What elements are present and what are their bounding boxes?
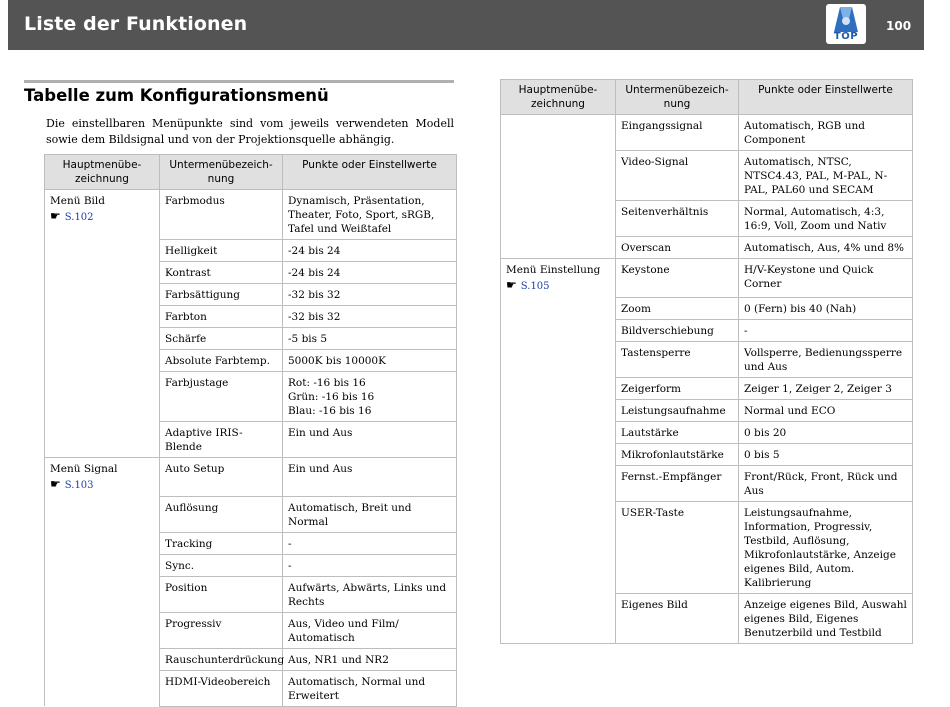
main-menu-cell	[501, 115, 616, 151]
table-row	[501, 259, 913, 298]
submenu-cell: Eingangssignal	[616, 115, 739, 151]
value-cell: Anzeige eigenes Bild, Auswahl eigenes Bild, Eigenes Benutzerbild und Testbild	[739, 593, 913, 643]
submenu-cell: Tracking	[160, 532, 283, 554]
table-row	[501, 421, 913, 443]
table-row	[501, 399, 913, 421]
value-cell: Dynamisch, Präsentation, Theater, Foto, Sport, sRGB, Tafel und Weißtafel	[283, 190, 457, 240]
main-menu-label: Menü Bild	[50, 195, 105, 207]
submenu-cell: Farbsättigung	[160, 284, 283, 306]
value-cell: Aus, Video und Film/ Automatisch	[283, 612, 457, 648]
main-menu-cell	[501, 501, 616, 593]
main-menu-cell	[501, 465, 616, 501]
page-number: 100	[886, 19, 912, 33]
table-row	[501, 201, 913, 237]
submenu-cell: Lautstärke	[616, 421, 739, 443]
table-row	[501, 593, 913, 643]
table-row	[45, 670, 457, 706]
main-menu-cell	[501, 421, 616, 443]
page-link[interactable]: S.102	[64, 212, 94, 223]
value-cell: 0 bis 5	[739, 443, 913, 465]
submenu-cell: Eigenes Bild	[616, 593, 739, 643]
submenu-cell: Bildverschiebung	[616, 319, 739, 341]
main-menu-cell	[45, 458, 160, 497]
value-cell: Automatisch, Aus, 4% und 8%	[739, 237, 913, 259]
submenu-cell: Farbton	[160, 306, 283, 328]
main-menu-cell	[45, 422, 160, 458]
value-cell: 0 (Fern) bis 40 (Nah)	[739, 297, 913, 319]
value-cell: -24 bis 24	[283, 262, 457, 284]
main-menu-cell	[501, 341, 616, 377]
table-row	[45, 262, 457, 284]
main-menu-cell	[45, 190, 160, 240]
table-row	[45, 458, 457, 497]
submenu-cell: HDMI-Videobereich	[160, 670, 283, 706]
main-menu-cell	[45, 306, 160, 328]
table-row	[501, 377, 913, 399]
value-cell: Ein und Aus	[283, 422, 457, 458]
table-header-row	[45, 155, 457, 190]
main-menu-cell	[45, 328, 160, 350]
main-menu-cell	[501, 297, 616, 319]
pointing-hand-icon: ☛	[50, 209, 61, 223]
table-row	[501, 115, 913, 151]
main-menu-cell	[45, 612, 160, 648]
main-menu-cell	[501, 259, 616, 298]
submenu-cell: Fernst.-Empfänger	[616, 465, 739, 501]
table-row	[45, 284, 457, 306]
table-row	[45, 532, 457, 554]
page-title: Liste der Funktionen	[24, 13, 248, 35]
value-cell: Aus, NR1 und NR2	[283, 648, 457, 670]
value-cell: Automatisch, Breit und Normal	[283, 496, 457, 532]
main-menu-cell	[45, 554, 160, 576]
page-reference	[50, 209, 154, 225]
table-row	[501, 341, 913, 377]
page-reference	[506, 278, 610, 294]
main-menu-cell	[501, 151, 616, 201]
value-cell: 5000K bis 10000K	[283, 350, 457, 372]
table-row	[45, 648, 457, 670]
submenu-cell: Kontrast	[160, 262, 283, 284]
header-sub: Untermenübezeich-nung	[616, 80, 739, 115]
top-button[interactable]	[826, 4, 866, 44]
value-cell: Automatisch, Normal und Erweitert	[283, 670, 457, 706]
value-cell: Zeiger 1, Zeiger 2, Zeiger 3	[739, 377, 913, 399]
main-menu-cell	[45, 240, 160, 262]
header-main: Hauptmenübe-zeichnung	[45, 155, 160, 190]
table-row	[45, 240, 457, 262]
table-row	[45, 372, 457, 422]
submenu-cell: Progressiv	[160, 612, 283, 648]
submenu-cell: Mikrofonlautstärke	[616, 443, 739, 465]
main-menu-cell	[501, 319, 616, 341]
value-cell: -	[283, 532, 457, 554]
submenu-cell: Seitenverhältnis	[616, 201, 739, 237]
submenu-cell: Absolute Farbtemp.	[160, 350, 283, 372]
submenu-cell: Farbjustage	[160, 372, 283, 422]
main-menu-cell	[501, 443, 616, 465]
table-header-row	[501, 80, 913, 115]
header-sub: Untermenübezeich-nung	[160, 155, 283, 190]
page-link[interactable]: S.105	[520, 281, 550, 292]
main-menu-cell	[501, 377, 616, 399]
submenu-cell: Video-Signal	[616, 151, 739, 201]
submenu-cell: Keystone	[616, 259, 739, 298]
submenu-cell: USER-Taste	[616, 501, 739, 593]
table-row	[45, 328, 457, 350]
value-cell: Normal und ECO	[739, 399, 913, 421]
main-menu-cell	[45, 372, 160, 422]
value-cell: -32 bis 32	[283, 284, 457, 306]
submenu-cell: Adaptive IRIS-Blende	[160, 422, 283, 458]
intro-paragraph: Die einstellbaren Menüpunkte sind vom jeweils verwendeten Modell sowie dem Bildsignal und von der Projektionsquelle abhängig.	[46, 117, 454, 146]
value-cell: -24 bis 24	[283, 240, 457, 262]
main-menu-cell	[45, 284, 160, 306]
table-row	[45, 612, 457, 648]
table-row	[501, 465, 913, 501]
page-link[interactable]: S.103	[64, 480, 94, 491]
value-cell: H/V-Keystone und Quick Corner	[739, 259, 913, 298]
submenu-cell: Farbmodus	[160, 190, 283, 240]
value-cell: Automatisch, RGB und Component	[739, 115, 913, 151]
main-menu-label: Menü Einstellung	[506, 264, 601, 276]
value-cell: -	[739, 319, 913, 341]
value-cell: -5 bis 5	[283, 328, 457, 350]
value-cell: Front/Rück, Front, Rück und Aus	[739, 465, 913, 501]
config-table-left	[44, 154, 457, 707]
main-menu-cell	[501, 593, 616, 643]
table-row	[501, 443, 913, 465]
pointing-hand-icon: ☛	[506, 278, 517, 292]
submenu-cell: Zoom	[616, 297, 739, 319]
main-menu-cell	[45, 496, 160, 532]
submenu-cell: Auflösung	[160, 496, 283, 532]
main-menu-cell	[45, 648, 160, 670]
header-main: Hauptmenübe-zeichnung	[501, 80, 616, 115]
value-cell: Rot: -16 bis 16 Grün: -16 bis 16 Blau: -16 bis 16	[283, 372, 457, 422]
table-row	[45, 554, 457, 576]
section-divider	[24, 80, 454, 83]
submenu-cell: Overscan	[616, 237, 739, 259]
value-cell: Ein und Aus	[283, 458, 457, 497]
table-row	[501, 319, 913, 341]
top-label: TOP	[833, 31, 859, 42]
value-cell: Normal, Automatisch, 4:3, 16:9, Voll, Zoom und Nativ	[739, 201, 913, 237]
section-title: Tabelle zum Konfigurationsmenü	[24, 86, 329, 105]
main-menu-cell	[45, 576, 160, 612]
main-menu-label: Menü Signal	[50, 463, 118, 475]
main-menu-cell	[45, 350, 160, 372]
table-row	[45, 190, 457, 240]
submenu-cell: Tastensperre	[616, 341, 739, 377]
value-cell: Aufwärts, Abwärts, Links und Rechts	[283, 576, 457, 612]
value-cell: 0 bis 20	[739, 421, 913, 443]
submenu-cell: Zeigerform	[616, 377, 739, 399]
page-header	[8, 0, 924, 50]
submenu-cell: Sync.	[160, 554, 283, 576]
table-row	[45, 350, 457, 372]
table-row	[501, 151, 913, 201]
value-cell: Vollsperre, Bedienungssperre und Aus	[739, 341, 913, 377]
main-menu-cell	[501, 237, 616, 259]
submenu-cell: Position	[160, 576, 283, 612]
header-values: Punkte oder Einstellwerte	[739, 80, 913, 115]
table-row	[501, 237, 913, 259]
submenu-cell: Auto Setup	[160, 458, 283, 497]
submenu-cell: Leistungsaufnahme	[616, 399, 739, 421]
main-menu-cell	[501, 399, 616, 421]
submenu-cell: Helligkeit	[160, 240, 283, 262]
value-cell: Leistungsaufnahme, Information, Progressiv, Testbild, Auflösung, Mikrofonlautstärke, Anzeige eigenes Bild, Autom. Kalibrierung	[739, 501, 913, 593]
table-row	[45, 306, 457, 328]
value-cell: -	[283, 554, 457, 576]
main-menu-cell	[501, 201, 616, 237]
table-row	[45, 422, 457, 458]
pointing-hand-icon: ☛	[50, 477, 61, 491]
header-values: Punkte oder Einstellwerte	[283, 155, 457, 190]
projector-icon	[826, 4, 866, 34]
main-menu-cell	[45, 532, 160, 554]
value-cell: -32 bis 32	[283, 306, 457, 328]
value-cell: Automatisch, NTSC, NTSC4.43, PAL, M-PAL, N-PAL, PAL60 und SECAM	[739, 151, 913, 201]
table-row	[501, 501, 913, 593]
table-row	[501, 297, 913, 319]
submenu-cell: Schärfe	[160, 328, 283, 350]
main-menu-cell	[45, 670, 160, 706]
table-row	[45, 496, 457, 532]
config-table-right	[500, 79, 913, 644]
table-row	[45, 576, 457, 612]
main-menu-cell	[45, 262, 160, 284]
page-reference	[50, 477, 154, 493]
submenu-cell: Rauschunterdrückung	[160, 648, 283, 670]
